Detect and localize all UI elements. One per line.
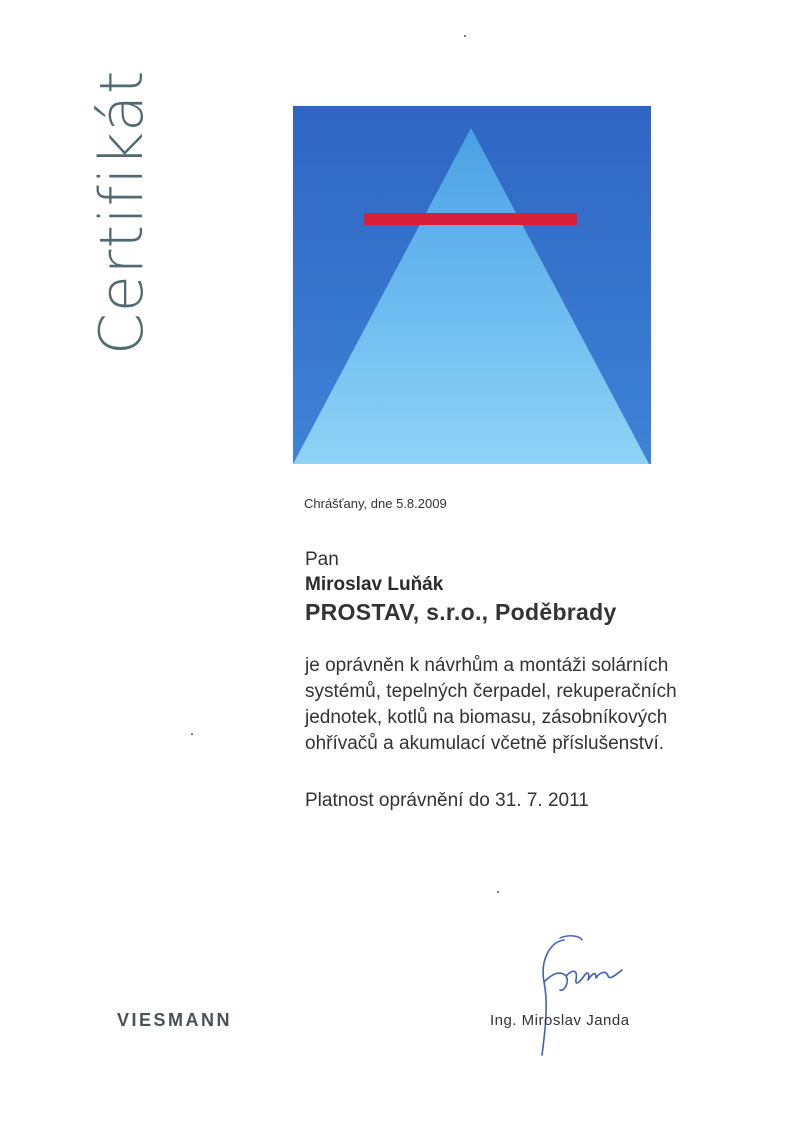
authorization-text [305, 653, 745, 757]
date-line: Chrášťany, dne 5.8.2009 [304, 496, 447, 511]
signatory-name: Ing. Miroslav Janda [490, 1012, 630, 1029]
scan-speck [191, 733, 193, 735]
viessmann-logo-icon: VIESMANN [117, 1010, 233, 1030]
body-line: ohřívačů a akumulací včetně příslušenství. [305, 733, 665, 754]
handwritten-signature-icon [530, 930, 640, 1060]
recipient-name: Miroslav Luňák [305, 574, 444, 595]
body-line: systémů, tepelných čerpadel, rekuperačních [305, 681, 677, 702]
salutation: Pan [305, 549, 339, 570]
body-line: jednotek, kotlů na biomasu, zásobníkových [305, 707, 668, 728]
body-line: je oprávněn k návrhům a montáži solárních [305, 655, 669, 676]
certificate-title: Certifikát [87, 69, 157, 355]
company-name: PROSTAV, s.r.o., Poděbrady [305, 599, 617, 625]
validity-line: Platnost oprávnění do 31. 7. 2011 [305, 790, 589, 811]
scan-speck [464, 35, 466, 37]
scan-speck [497, 891, 499, 893]
triangle-emblem-icon [293, 106, 651, 464]
